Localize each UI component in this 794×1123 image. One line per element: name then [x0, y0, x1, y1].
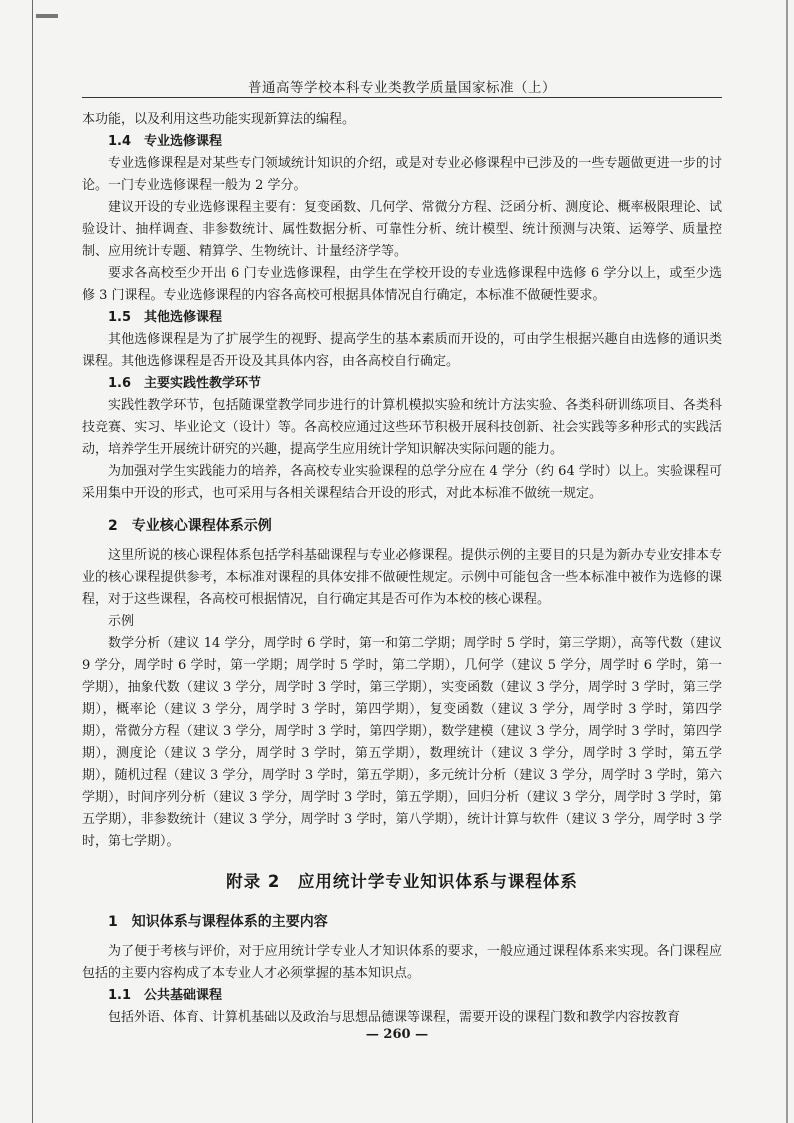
scan-artifact: [36, 14, 58, 18]
section-heading-1-5: 1.5 其他选修课程: [108, 310, 223, 325]
paragraph: 为加强对学生实践能力的培养，各高校专业实验课程的总学分应在 4 学分（约 64 学时）以上。实验课程可采用集中开设的形式，也可采用与各相关课程结合开设的形式，对此本标准不做统一规定。: [82, 464, 722, 501]
appendix-section-heading-1: 1 知识体系与课程体系的主要内容: [108, 914, 328, 930]
scan-edge-left: [32, 0, 33, 1123]
paragraph: 要求各高校至少开出 6 门专业选修课程，由学生在学校开设的专业选修课程中选修 6 学分以上，或至少选修 3 门课程。专业选修课程的内容各高校可根据具体情况自行确定，本标准不做硬性要求。: [82, 266, 722, 303]
running-header: 普通高等学校本科专业类教学质量国家标准（上）: [248, 80, 556, 96]
paragraph: 这里所说的核心课程体系包括学科基础课程与专业必修课程。提供示例的主要目的只是为新办专业安排本专业的核心课程提供参考，本标准对课程的具体安排不做硬性规定。示例中可能包含一些本标准中被作为选修的课程，对于这些课程，各高校可根据情况，自行确定其是否可作为本校的核心课程。: [82, 548, 722, 607]
paragraph: 为了便于考核与评价，对于应用统计学专业人才知识体系的要求，一般应通过课程体系来实现。各门课程应包括的主要内容构成了本专业人才必须掌握的基本知识点。: [82, 944, 722, 981]
scan-edge-right: [786, 0, 788, 1123]
section-heading-1-4: 1.4 专业选修课程: [108, 134, 223, 149]
section-heading-1-6: 1.6 主要实践性教学环节: [108, 376, 262, 391]
appendix-title: 附录 2 应用统计学专业知识体系与课程体系: [226, 872, 578, 891]
appendix-section-heading-1-1: 1.1 公共基础课程: [108, 988, 223, 1003]
section-heading-2: 2 专业核心课程体系示例: [108, 518, 272, 534]
paragraph: 专业选修课程是对某些专门领域统计知识的介绍，或是对专业必修课程中已涉及的一些专题做更进一步的讨论。一门专业选修课程一般为 2 学分。: [82, 156, 722, 193]
paragraph: 实践性教学环节，包括随课堂教学同步进行的计算机模拟实验和统计方法实验、各类科研训练项目、各类科技竞赛、实习、毕业论文（设计）等。各高校应通过这些环节积极开展科技创新、社会实践等多种形式的实践活动，培养学生开展统计研究的兴趣，提高学生应用统计学知识解决实际问题的能力。: [82, 398, 722, 457]
paragraph: 本功能，以及利用这些功能实现新算法的编程。: [82, 112, 356, 127]
paragraph: 包括外语、体育、计算机基础以及政治与思想品德课等课程，需要开设的课程门数和教学内容按教育: [108, 1010, 681, 1025]
page-body: [82, 109, 722, 1029]
page-number: — 260 —: [365, 1027, 429, 1042]
example-label: 示例: [108, 614, 135, 629]
paragraph: 其他选修课程是为了扩展学生的视野、提高学生的基本素质而开设的，可由学生根据兴趣自由选修的通识类课程。其他选修课程是否开设及其具体内容，由各高校自行确定。: [82, 332, 722, 369]
example-paragraph: 数学分析（建议 14 学分，周学时 6 学时，第一和第二学期；周学时 5 学时，第三学期），高等代数（建议 9 学分，周学时 6 学时，第一学期；周学时 5 学时，第二学期），几何学（建议 5 学分，周学时 6 学时，第一学期），抽象代数（建议 3 学分，周学时 3 学时，第三学期），实变函数（建议 3 学分，周学时 3 学时，第三学期），概率论（建议 3 学分，周学时 3 学时，第四学期），复变函数（建议 3 学分，周学时 3 学时，第四学期），常微分方程（建议 3 学分，周学时 3 学时，第四学期），数学建模（建议 3 学分，周学时 3 学时，第四学期），测度论（建议 3 学分，周学时 3 学时，第五学期），数理统计（建议 3 学分，周学时 3 学时，第五学期），随机过程（建议 3 学分，周学时 3 学时，第五学期），多元统计分析（建议 3 学分，周学时 3 学时，第六学期），时间序列分析（建议 3 学分，周学时 3 学时，第五学期），回归分析（建议 3 学分，周学时 3 学时，第五学期），非参数统计（建议 3 学分，周学时 3 学时，第八学期），统计计算与软件（建议 3 学分，周学时 3 学时，第七学期）。: [82, 636, 722, 849]
header-rule: [82, 97, 722, 98]
paragraph: 建议开设的专业选修课程主要有：复变函数、几何学、常微分方程、泛函分析、测度论、概率极限理论、试验设计、抽样调查、非参数统计、属性数据分析、可靠性分析、统计模型、统计预测与决策、运筹学、质量控制、应用统计专题、精算学、生物统计、计量经济学等。: [82, 200, 722, 259]
